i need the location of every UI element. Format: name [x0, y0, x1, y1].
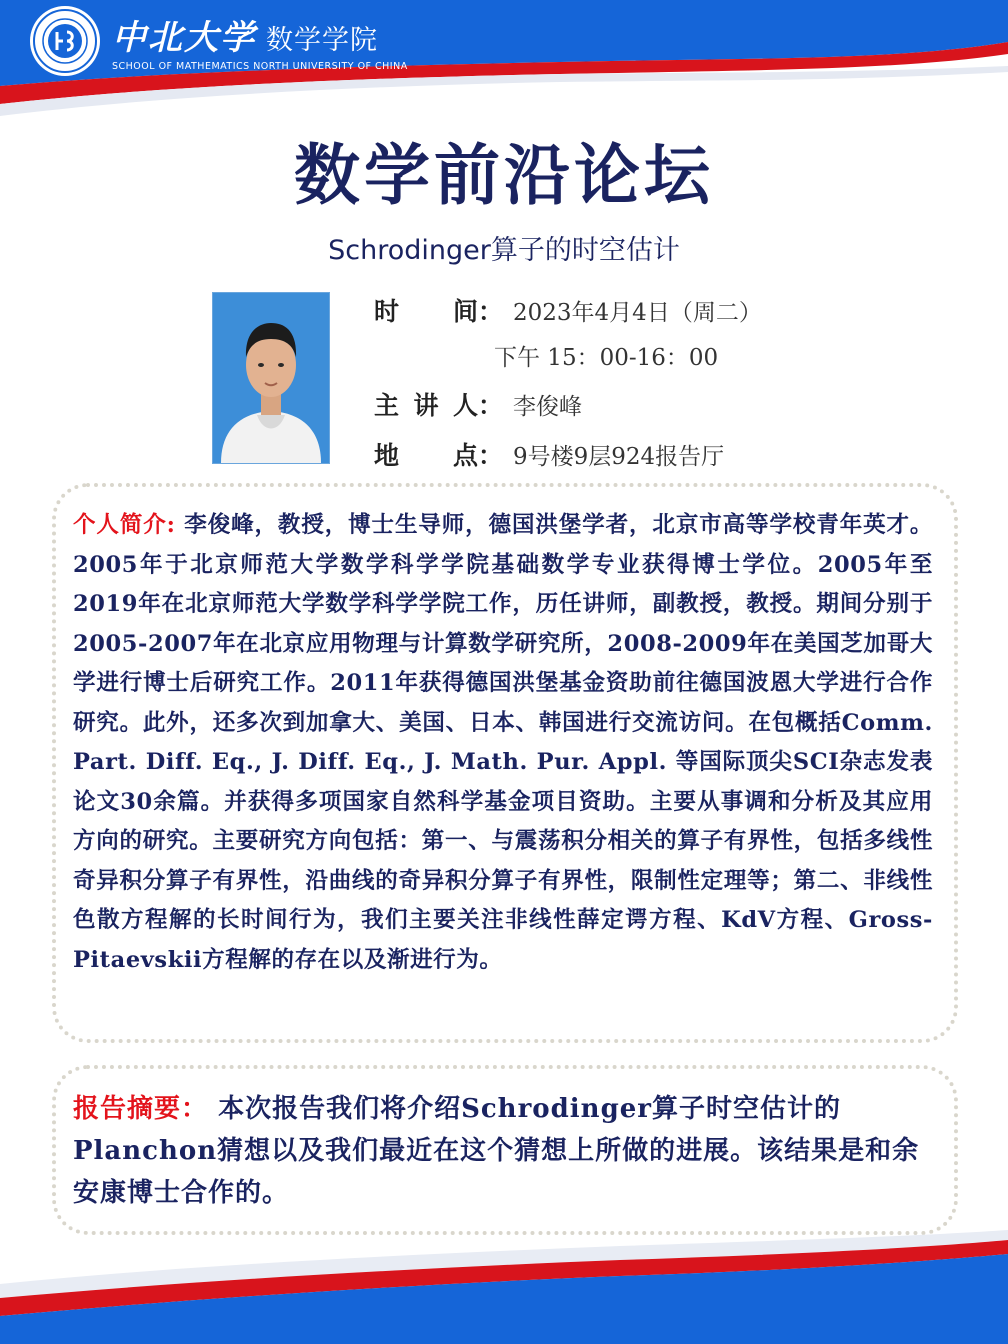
time-date: 2023年4月4日（周二）	[513, 299, 762, 326]
place-row: 地 点 ： 9号楼9层924报告厅	[374, 436, 724, 472]
school-logo	[30, 6, 408, 76]
university-name-calligraphy: 中北大学	[112, 18, 256, 58]
speaker-photo	[212, 292, 330, 464]
place-value: 9号楼9层924报告厅	[513, 443, 725, 470]
bio-content: 李俊峰，教授，博士生导师，德国洪堡学者，北京市高等学校青年英才。2005年于北京师范大学数学科学学院基础数学专业获得博士学位。2005年至2019年在北京师范大学数学科学学院工作，历任讲师，副教授，教授。期间分别于2005-2007年在北京应用物理与计算数学研究所，2008-2009年在美国芝加哥大学进行博士后研究工作。2011年获得德国洪堡基金资助前往德国波恩大学进行合作研究。此外，还多次到加拿大、美国、日本、韩国进行交流访问。在包概括Comm. Part. Diff. Eq., J. Diff. Eq., J. Math. Pur. Appl. 等国际顶尖SCI杂志发表论文30余篇。并获得多项国家自然科学基金项目资助。主要从事调和分析及其应用方向的研究。主要研究方向包括：第一、与震荡积分相关的算子有界性，包括多线性奇异积分算子有界性，沿曲线的奇异积分算子有界性，限制性定理等；第二、非线性色散方程解的长时间行为，我们主要关注非线性薛定谔方程、KdV方程、Gross-Pitaevskii方程解的存在以及渐进行为。	[73, 512, 934, 973]
department-english-name: SCHOOL OF MATHEMATICS NORTH UNIVERSITY OF CHINA	[112, 61, 408, 72]
bio-label: 个人简介:	[73, 512, 176, 538]
footer-wave-banner	[0, 1224, 1008, 1344]
speaker-name: 李俊峰	[513, 393, 583, 420]
school-seal-icon	[30, 6, 100, 76]
time-hours-row	[494, 339, 718, 372]
time-label: 时 间	[374, 297, 478, 326]
time-row: 时 间 ： 2023年4月4日（周二）	[374, 292, 762, 328]
time-hours: 下午 15：00-16：00	[494, 345, 719, 371]
abstract-content: 本次报告我们将介绍Schrodinger算子时空估计的Planchon猜想以及我们最近在这个猜想上所做的进展。该结果是和余安康博士合作的。	[73, 1094, 920, 1208]
place-label: 地 点	[374, 441, 478, 470]
abstract-label: 报告摘要：	[73, 1094, 209, 1124]
abstract-text	[73, 1088, 943, 1214]
speaker-row: 主 讲 人 ： 李俊峰	[374, 386, 582, 422]
bio-text	[73, 506, 933, 980]
forum-title: 数学前沿论坛	[294, 137, 714, 214]
department-name: 数学学院	[266, 25, 378, 56]
speaker-label: 主 讲 人	[374, 391, 478, 420]
talk-title: Schrodinger算子的时空估计	[328, 235, 680, 266]
